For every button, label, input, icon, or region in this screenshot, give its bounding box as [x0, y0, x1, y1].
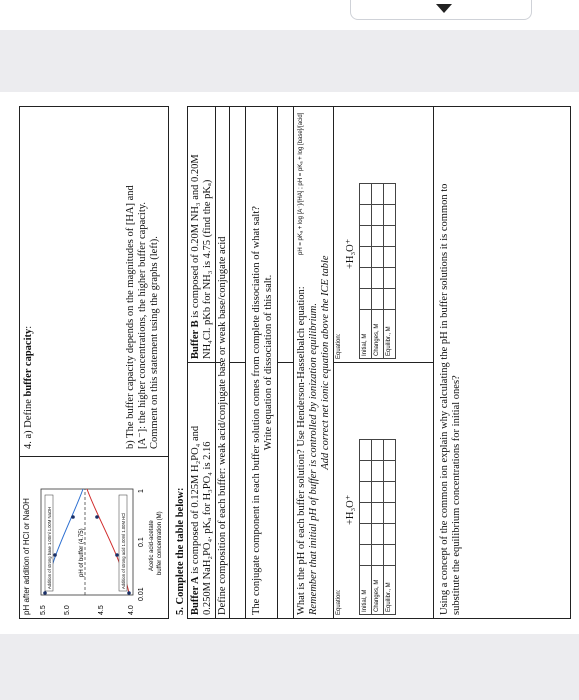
q4-heading [23, 326, 35, 449]
document-page [15, 100, 578, 625]
buffer-a-label: Buffer A [190, 576, 201, 615]
row-divider [433, 106, 434, 619]
ice-row-label: Changes, M [372, 310, 384, 359]
legend-base: Addition of strong base 1.00ml 1.00M NaOH [47, 506, 52, 589]
ice-table-a [359, 439, 396, 615]
q4-divider [19, 456, 169, 457]
x-tick-label: 0.01 [138, 587, 145, 601]
data-point [95, 515, 99, 519]
buffer-a-text: is composed of 0.125M H₂PO₄ and [190, 425, 201, 577]
ice-row-label: Changes, M [372, 566, 384, 615]
data-point [71, 515, 75, 519]
ice-row-initial [360, 440, 372, 615]
ice-a-h3o: +H₃O⁺ [345, 494, 356, 525]
ice-row-changes [372, 440, 384, 615]
q4-heading-text: 4. a) Define [23, 396, 34, 449]
x-tick-label: 0.1 [138, 537, 145, 547]
y-tick-label: 4.0 [128, 605, 135, 615]
ice-row-equilibrium [384, 184, 396, 359]
rotated-worksheet [15, 100, 578, 625]
ice-b-h3o: +H₃O⁺ [345, 238, 356, 269]
ice-divider [333, 362, 433, 363]
ice-row-label: Initial, M [360, 310, 372, 359]
ph-question: What is the pH of each buffer solution? Use Henderson-Hasselbalch equation: [296, 286, 307, 615]
hh-equation: pH = pKₐ + log [A⁻]/[HA] ; pH = pKₐ + log [base]/[acid] [298, 112, 304, 255]
ice-row-changes [372, 184, 384, 359]
graph-title: pH after addition of HCl or NaOH [22, 498, 31, 615]
buffer-b-text: is composed of 0.20M NH₃ and 0.20M [190, 154, 201, 321]
answer-divider [229, 362, 245, 363]
row-divider [215, 106, 216, 619]
footer-band [0, 634, 579, 700]
data-point [127, 591, 131, 595]
buffer-ph-label: pH of buffer (4.75) [79, 528, 85, 577]
ice-row-initial [360, 184, 372, 359]
conjugate-question-line2: Write equation of dissociation of this salt. [263, 274, 274, 451]
page-dropdown-button[interactable] [350, 0, 532, 20]
ice-table-b [359, 183, 396, 359]
x-tick-label: 1 [138, 489, 145, 493]
x-axis-label: buffer concentration (M) [157, 511, 163, 575]
buffer-b-line1 [190, 154, 202, 359]
q4-part-b-line3: Comment on this statement using the graphs (left). [149, 236, 160, 449]
define-composition-row: Define composition of each buffer: weak acid/conjugate base or weak base/conjugate acid [217, 236, 228, 615]
ice-a-equation-label: Equation: [336, 589, 342, 615]
row-divider [245, 106, 246, 619]
x-axis-label: Acetic acid-acetate [149, 520, 155, 571]
q4-heading-bold: buffer capacity [23, 328, 34, 397]
buffer-b-label: Buffer B [190, 320, 201, 359]
ice-row-label: Equilibr., M [384, 566, 396, 615]
buffer-b-line2: NH₄Cl. pKb for NH₃ is 4.75 (find the pKₐ) [202, 179, 213, 359]
ice-row-label: Equilibr., M [384, 310, 396, 359]
buffer-capacity-graph [33, 459, 165, 617]
common-ion-line1: Using a concept of the common ion explain why calculating the pH in buffer solutions it is common to [439, 183, 450, 615]
answer-divider [277, 362, 293, 363]
y-tick-label: 4.5 [98, 605, 105, 615]
ice-b-equation-label: Equation: [336, 333, 342, 359]
conjugate-question-line1: The conjugate component in each buffer solution comes from complete dissociation of what salt? [251, 206, 262, 615]
q4-part-b-line2: [A⁻]: the higher concentrations, the higher buffer capacity. [137, 202, 148, 449]
data-point [53, 553, 57, 557]
buffer-a-line1 [190, 426, 202, 615]
data-point [115, 553, 119, 557]
y-tick-label: 5.5 [40, 605, 47, 615]
legend-acid: Addition of strong acid 1.00ml 1.00M HCl [121, 512, 126, 589]
q5-heading: 5. Complete the table below: [175, 487, 186, 615]
toolbar-band [0, 30, 579, 92]
ice-row-label: Initial, M [360, 566, 372, 615]
buffer-a-line2: 0.250M NaH₂PO₄. pKₐ for H₃PO₄ is 2.16 [202, 441, 213, 615]
common-ion-line2: substitute the equilibrium concentrations for initial ones? [451, 375, 462, 615]
row-divider [293, 106, 294, 619]
q4-heading-colon: : [23, 325, 34, 329]
remember-line1: Remember that initial pH of buffer is controlled by ionization equilibrium. [308, 303, 319, 615]
data-point [43, 591, 47, 595]
chevron-down-icon [436, 4, 452, 13]
remember-line2: Add correct net ionic equation above the ICE table [320, 255, 331, 470]
q4-part-b-line1: b) The buffer capacity depends on the magnitudes of [HA] and [125, 185, 136, 449]
ice-row-equilibrium [384, 440, 396, 615]
y-tick-label: 5.0 [64, 605, 71, 615]
